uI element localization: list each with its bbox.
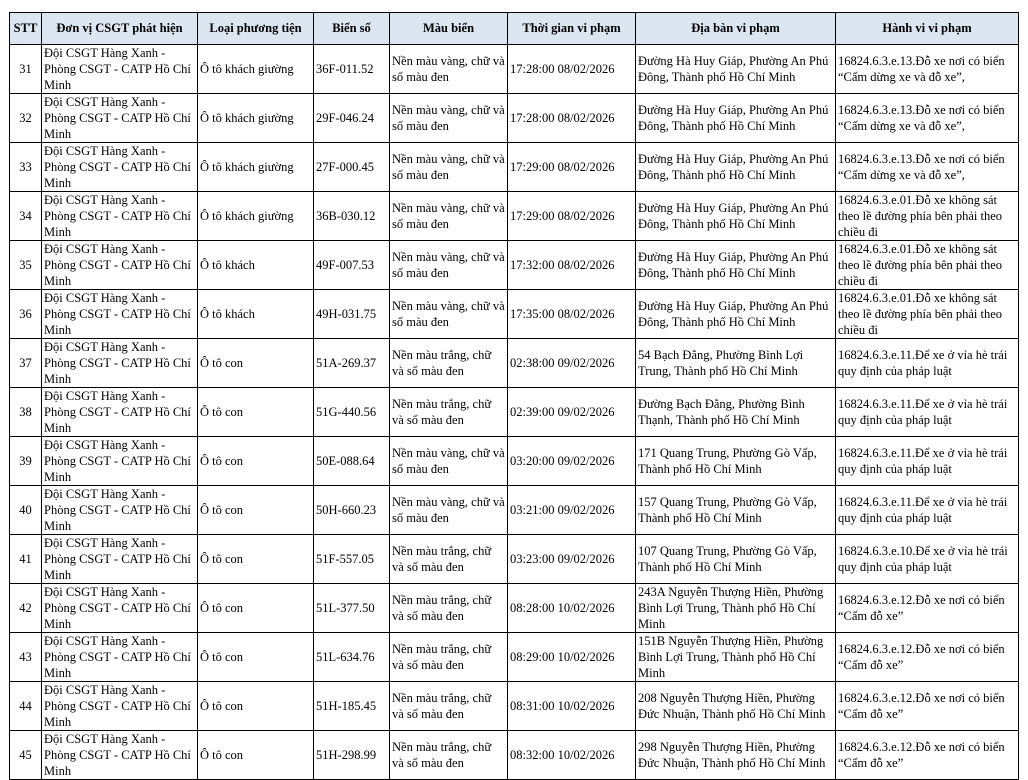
cell-plate-color: Nền màu vàng, chữ và số màu đen (390, 486, 508, 535)
cell-location: 151B Nguyễn Thượng Hiền, Phường Bình Lợi Trung, Thành phố Hồ Chí Minh (636, 633, 836, 682)
cell-unit: Đội CSGT Hàng Xanh - Phòng CSGT - CATP Hồ Chí Minh (42, 535, 198, 584)
cell-plate-color: Nền màu vàng, chữ và số màu đen (390, 45, 508, 94)
table-row (10, 143, 1019, 192)
cell-plate: 50E-088.64 (314, 437, 390, 486)
cell-unit: Đội CSGT Hàng Xanh - Phòng CSGT - CATP Hồ Chí Minh (42, 437, 198, 486)
cell-unit: Đội CSGT Hàng Xanh - Phòng CSGT - CATP Hồ Chí Minh (42, 388, 198, 437)
cell-location: 157 Quang Trung, Phường Gò Vấp, Thành phố Hồ Chí Minh (636, 486, 836, 535)
cell-violation: 16824.6.3.e.01.Đỗ xe không sát theo lề đường phía bên phải theo chiều đi (836, 192, 1019, 241)
cell-vehicle: Ô tô con (198, 633, 314, 682)
cell-violation: 16824.6.3.e.12.Đỗ xe nơi có biển “Cấm đỗ xe” (836, 731, 1019, 780)
violations-table (9, 12, 1019, 780)
cell-unit: Đội CSGT Hàng Xanh - Phòng CSGT - CATP Hồ Chí Minh (42, 290, 198, 339)
cell-location: Đường Bạch Đằng, Phường Bình Thạnh, Thành phố Hồ Chí Minh (636, 388, 836, 437)
cell-vehicle: Ô tô khách giường (198, 45, 314, 94)
cell-plate-color: Nền màu vàng, chữ và số màu đen (390, 94, 508, 143)
cell-time: 17:29:00 08/02/2026 (508, 143, 636, 192)
cell-location: 54 Bạch Đằng, Phường Bình Lợi Trung, Thành phố Hồ Chí Minh (636, 339, 836, 388)
cell-time: 17:28:00 08/02/2026 (508, 45, 636, 94)
header-vehicle: Loại phương tiện (198, 13, 314, 45)
header-plate-color: Màu biển (390, 13, 508, 45)
table-row (10, 45, 1019, 94)
cell-stt: 37 (10, 339, 42, 388)
cell-plate: 49H-031.75 (314, 290, 390, 339)
cell-time: 08:29:00 10/02/2026 (508, 633, 636, 682)
cell-unit: Đội CSGT Hàng Xanh - Phòng CSGT - CATP Hồ Chí Minh (42, 94, 198, 143)
cell-stt: 38 (10, 388, 42, 437)
cell-plate-color: Nền màu trắng, chữ và số màu đen (390, 535, 508, 584)
cell-plate-color: Nền màu trắng, chữ và số màu đen (390, 633, 508, 682)
cell-violation: 16824.6.3.e.01.Đỗ xe không sát theo lề đường phía bên phải theo chiều đi (836, 290, 1019, 339)
cell-plate: 51F-557.05 (314, 535, 390, 584)
cell-location: Đường Hà Huy Giáp, Phường An Phú Đông, Thành phố Hồ Chí Minh (636, 94, 836, 143)
cell-location: 208 Nguyễn Thượng Hiền, Phường Đức Nhuận, Thành phố Hồ Chí Minh (636, 682, 836, 731)
cell-unit: Đội CSGT Hàng Xanh - Phòng CSGT - CATP Hồ Chí Minh (42, 584, 198, 633)
cell-stt: 40 (10, 486, 42, 535)
cell-vehicle: Ô tô con (198, 486, 314, 535)
cell-unit: Đội CSGT Hàng Xanh - Phòng CSGT - CATP Hồ Chí Minh (42, 486, 198, 535)
cell-time: 03:23:00 09/02/2026 (508, 535, 636, 584)
cell-time: 17:35:00 08/02/2026 (508, 290, 636, 339)
cell-location: Đường Hà Huy Giáp, Phường An Phú Đông, Thành phố Hồ Chí Minh (636, 192, 836, 241)
cell-plate: 51H-185.45 (314, 682, 390, 731)
cell-time: 03:21:00 09/02/2026 (508, 486, 636, 535)
cell-vehicle: Ô tô con (198, 339, 314, 388)
table-row (10, 535, 1019, 584)
cell-vehicle: Ô tô khách giường (198, 143, 314, 192)
cell-time: 02:38:00 09/02/2026 (508, 339, 636, 388)
cell-violation: 16824.6.3.e.13.Đỗ xe nơi có biển “Cấm dừng xe và đỗ xe”, (836, 94, 1019, 143)
cell-violation: 16824.6.3.e.12.Đỗ xe nơi có biển “Cấm đỗ xe” (836, 584, 1019, 633)
cell-plate: 36B-030.12 (314, 192, 390, 241)
cell-stt: 44 (10, 682, 42, 731)
header-row (10, 13, 1019, 45)
table-row (10, 388, 1019, 437)
cell-stt: 45 (10, 731, 42, 780)
cell-unit: Đội CSGT Hàng Xanh - Phòng CSGT - CATP Hồ Chí Minh (42, 731, 198, 780)
table-row (10, 241, 1019, 290)
cell-time: 17:28:00 08/02/2026 (508, 94, 636, 143)
cell-vehicle: Ô tô con (198, 437, 314, 486)
cell-stt: 34 (10, 192, 42, 241)
cell-violation: 16824.6.3.e.10.Để xe ở vỉa hè trái quy định của pháp luật (836, 535, 1019, 584)
cell-plate-color: Nền màu vàng, chữ và số màu đen (390, 437, 508, 486)
cell-location: 243A Nguyễn Thượng Hiền, Phường Bình Lợi Trung, Thành phố Hồ Chí Minh (636, 584, 836, 633)
cell-violation: 16824.6.3.e.11.Để xe ở vỉa hè trái quy định của pháp luật (836, 339, 1019, 388)
cell-location: Đường Hà Huy Giáp, Phường An Phú Đông, Thành phố Hồ Chí Minh (636, 45, 836, 94)
table-row (10, 731, 1019, 780)
table-row (10, 486, 1019, 535)
cell-location: 171 Quang Trung, Phường Gò Vấp, Thành phố Hồ Chí Minh (636, 437, 836, 486)
cell-unit: Đội CSGT Hàng Xanh - Phòng CSGT - CATP Hồ Chí Minh (42, 633, 198, 682)
cell-violation: 16824.6.3.e.01.Đỗ xe không sát theo lề đường phía bên phải theo chiều đi (836, 241, 1019, 290)
header-unit: Đơn vị CSGT phát hiện (42, 13, 198, 45)
cell-time: 03:20:00 09/02/2026 (508, 437, 636, 486)
header-time: Thời gian vi phạm (508, 13, 636, 45)
cell-unit: Đội CSGT Hàng Xanh - Phòng CSGT - CATP Hồ Chí Minh (42, 143, 198, 192)
cell-unit: Đội CSGT Hàng Xanh - Phòng CSGT - CATP Hồ Chí Minh (42, 339, 198, 388)
cell-plate-color: Nền màu vàng, chữ và số màu đen (390, 290, 508, 339)
cell-vehicle: Ô tô con (198, 682, 314, 731)
cell-plate: 36F-011.52 (314, 45, 390, 94)
table-row (10, 192, 1019, 241)
cell-vehicle: Ô tô khách (198, 290, 314, 339)
cell-unit: Đội CSGT Hàng Xanh - Phòng CSGT - CATP Hồ Chí Minh (42, 45, 198, 94)
header-stt: STT (10, 13, 42, 45)
cell-time: 02:39:00 09/02/2026 (508, 388, 636, 437)
cell-plate-color: Nền màu trắng, chữ và số màu đen (390, 388, 508, 437)
cell-unit: Đội CSGT Hàng Xanh - Phòng CSGT - CATP Hồ Chí Minh (42, 682, 198, 731)
cell-violation: 16824.6.3.e.12.Đỗ xe nơi có biển “Cấm đỗ xe” (836, 682, 1019, 731)
table-row (10, 682, 1019, 731)
cell-plate-color: Nền màu vàng, chữ và số màu đen (390, 192, 508, 241)
cell-vehicle: Ô tô con (198, 388, 314, 437)
cell-stt: 33 (10, 143, 42, 192)
cell-location: 107 Quang Trung, Phường Gò Vấp, Thành phố Hồ Chí Minh (636, 535, 836, 584)
cell-plate: 29F-046.24 (314, 94, 390, 143)
cell-plate: 49F-007.53 (314, 241, 390, 290)
cell-time: 17:29:00 08/02/2026 (508, 192, 636, 241)
cell-stt: 32 (10, 94, 42, 143)
cell-unit: Đội CSGT Hàng Xanh - Phòng CSGT - CATP Hồ Chí Minh (42, 192, 198, 241)
cell-plate-color: Nền màu vàng, chữ và số màu đen (390, 143, 508, 192)
table-row (10, 339, 1019, 388)
cell-violation: 16824.6.3.e.11.Để xe ở vỉa hè trái quy định của pháp luật (836, 486, 1019, 535)
cell-plate-color: Nền màu trắng, chữ và số màu đen (390, 339, 508, 388)
cell-violation: 16824.6.3.e.13.Đỗ xe nơi có biển “Cấm dừng xe và đỗ xe”, (836, 143, 1019, 192)
cell-time: 17:32:00 08/02/2026 (508, 241, 636, 290)
cell-stt: 35 (10, 241, 42, 290)
cell-vehicle: Ô tô khách giường (198, 94, 314, 143)
cell-vehicle: Ô tô con (198, 584, 314, 633)
cell-violation: 16824.6.3.e.11.Để xe ở vỉa hè trái quy định của pháp luật (836, 437, 1019, 486)
cell-vehicle: Ô tô khách (198, 241, 314, 290)
cell-plate-color: Nền màu trắng, chữ và số màu đen (390, 682, 508, 731)
cell-location: 298 Nguyễn Thượng Hiền, Phường Đức Nhuận, Thành phố Hồ Chí Minh (636, 731, 836, 780)
cell-vehicle: Ô tô con (198, 535, 314, 584)
cell-time: 08:32:00 10/02/2026 (508, 731, 636, 780)
header-location: Địa bàn vi phạm (636, 13, 836, 45)
cell-plate: 51G-440.56 (314, 388, 390, 437)
cell-plate: 51A-269.37 (314, 339, 390, 388)
cell-plate-color: Nền màu trắng, chữ và số màu đen (390, 584, 508, 633)
cell-plate-color: Nền màu vàng, chữ và số màu đen (390, 241, 508, 290)
table-row (10, 290, 1019, 339)
table-row (10, 437, 1019, 486)
cell-time: 08:28:00 10/02/2026 (508, 584, 636, 633)
cell-plate: 50H-660.23 (314, 486, 390, 535)
cell-vehicle: Ô tô khách giường (198, 192, 314, 241)
cell-stt: 36 (10, 290, 42, 339)
cell-stt: 31 (10, 45, 42, 94)
table-row (10, 584, 1019, 633)
cell-plate: 51L-377.50 (314, 584, 390, 633)
cell-stt: 43 (10, 633, 42, 682)
cell-location: Đường Hà Huy Giáp, Phường An Phú Đông, Thành phố Hồ Chí Minh (636, 241, 836, 290)
cell-vehicle: Ô tô con (198, 731, 314, 780)
cell-plate: 51L-634.76 (314, 633, 390, 682)
table-row (10, 633, 1019, 682)
cell-time: 08:31:00 10/02/2026 (508, 682, 636, 731)
table-row (10, 94, 1019, 143)
cell-location: Đường Hà Huy Giáp, Phường An Phú Đông, Thành phố Hồ Chí Minh (636, 143, 836, 192)
cell-violation: 16824.6.3.e.11.Để xe ở vỉa hè trái quy định của pháp luật (836, 388, 1019, 437)
cell-stt: 39 (10, 437, 42, 486)
cell-plate: 51H-298.99 (314, 731, 390, 780)
cell-plate: 27F-000.45 (314, 143, 390, 192)
cell-location: Đường Hà Huy Giáp, Phường An Phú Đông, Thành phố Hồ Chí Minh (636, 290, 836, 339)
cell-unit: Đội CSGT Hàng Xanh - Phòng CSGT - CATP Hồ Chí Minh (42, 241, 198, 290)
header-violation: Hành vi vi phạm (836, 13, 1019, 45)
header-plate: Biển số (314, 13, 390, 45)
cell-violation: 16824.6.3.e.12.Đỗ xe nơi có biển “Cấm đỗ xe” (836, 633, 1019, 682)
cell-violation: 16824.6.3.e.13.Đỗ xe nơi có biển “Cấm dừng xe và đỗ xe”, (836, 45, 1019, 94)
cell-stt: 42 (10, 584, 42, 633)
cell-plate-color: Nền màu trắng, chữ và số màu đen (390, 731, 508, 780)
cell-stt: 41 (10, 535, 42, 584)
